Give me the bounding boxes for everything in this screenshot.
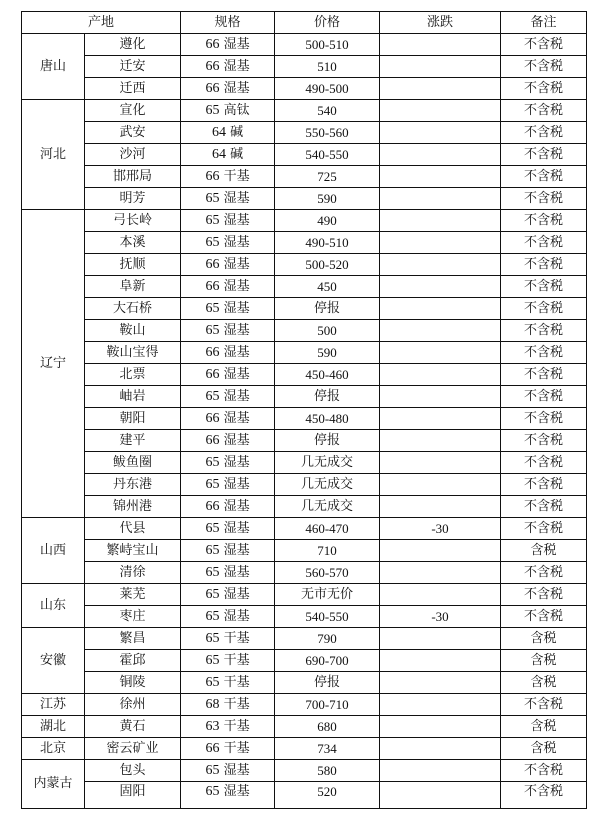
spec-cell [181,650,275,672]
site-cell: 包头 [85,760,181,782]
table-row [22,606,587,628]
price-cell: 690-700 [275,650,380,672]
price-cell: 490 [275,210,380,232]
price-cell: 500-520 [275,254,380,276]
site-cell: 岫岩 [85,386,181,408]
change-cell [380,144,501,166]
region-cell: 山西 [22,518,85,584]
price-cell: 450-460 [275,364,380,386]
spec-type: 湿基 [223,454,250,470]
change-cell [380,100,501,122]
note-cell: 不含税 [501,408,587,430]
spec-cell [181,56,275,78]
spec-type: 高钛 [223,102,250,118]
spec-cell [181,188,275,210]
spec-type: 干基 [223,718,250,734]
change-cell [380,188,501,210]
spec-grade: 65 [205,102,220,118]
change-cell [380,320,501,342]
table-row [22,760,587,782]
table-row [22,650,587,672]
price-cell: 停报 [275,386,380,408]
change-cell [380,276,501,298]
spec-grade: 64 [211,146,226,162]
price-cell: 450-480 [275,408,380,430]
site-cell: 丹东港 [85,474,181,496]
spec-grade: 66 [205,58,220,74]
site-cell: 本溪 [85,232,181,254]
site-cell: 代县 [85,518,181,540]
spec-type: 湿基 [223,366,250,382]
price-cell: 停报 [275,298,380,320]
table-row [22,540,587,562]
spec-cell [181,716,275,738]
spec-cell [181,584,275,606]
price-cell: 540-550 [275,606,380,628]
note-cell: 不含税 [501,78,587,100]
spec-cell [181,166,275,188]
site-cell: 明芳 [85,188,181,210]
spec-grade: 65 [205,212,220,228]
note-cell: 含税 [501,540,587,562]
note-cell: 不含税 [501,452,587,474]
spec-type: 湿基 [223,388,250,404]
table-row [22,496,587,518]
spec-type: 湿基 [223,58,250,74]
spec-type: 湿基 [223,762,250,778]
table-row [22,342,587,364]
spec-grade: 66 [205,278,220,294]
note-cell: 不含税 [501,782,587,809]
price-cell: 几无成交 [275,474,380,496]
price-cell: 500 [275,320,380,342]
price-cell: 520 [275,782,380,809]
spec-type: 湿基 [223,432,250,448]
spec-cell [181,122,275,144]
region-cell: 湖北 [22,716,85,738]
site-cell: 密云矿业 [85,738,181,760]
change-cell [380,562,501,584]
site-cell: 宣化 [85,100,181,122]
spec-cell [181,628,275,650]
note-cell: 不含税 [501,210,587,232]
change-cell [380,474,501,496]
price-cell: 几无成交 [275,496,380,518]
spec-cell [181,34,275,56]
change-cell [380,540,501,562]
spec-type: 湿基 [223,212,250,228]
change-cell [380,364,501,386]
note-cell: 不含税 [501,100,587,122]
site-cell: 邯邢局 [85,166,181,188]
spec-grade: 65 [205,608,220,624]
table-row [22,210,587,232]
spec-cell [181,760,275,782]
table-row [22,100,587,122]
spec-grade: 66 [205,740,220,756]
spec-cell [181,672,275,694]
spec-grade: 66 [205,410,220,426]
site-cell: 北票 [85,364,181,386]
spec-grade: 65 [205,520,220,536]
price-cell: 停报 [275,430,380,452]
spec-grade: 65 [205,476,220,492]
site-cell: 徐州 [85,694,181,716]
table-row [22,56,587,78]
note-cell: 不含税 [501,276,587,298]
table-row [22,430,587,452]
header-spec: 规格 [181,12,275,34]
change-cell [380,452,501,474]
site-cell: 建平 [85,430,181,452]
change-cell [380,408,501,430]
spec-grade: 66 [205,36,220,52]
spec-cell [181,100,275,122]
change-cell: -30 [380,518,501,540]
price-cell: 550-560 [275,122,380,144]
spec-cell [181,606,275,628]
spec-type: 湿基 [223,344,250,360]
spec-type: 湿基 [223,784,250,799]
note-cell: 不含税 [501,166,587,188]
change-cell [380,694,501,716]
site-cell: 抚顺 [85,254,181,276]
table-row [22,518,587,540]
spec-grade: 65 [205,762,220,778]
spec-grade: 65 [205,564,220,580]
spec-cell [181,298,275,320]
region-cell: 唐山 [22,34,85,100]
change-cell [380,232,501,254]
note-cell: 含税 [501,628,587,650]
spec-type: 湿基 [223,322,250,338]
site-cell: 鞍山 [85,320,181,342]
note-cell: 不含税 [501,474,587,496]
note-cell: 含税 [501,672,587,694]
table-row [22,628,587,650]
spec-type: 干基 [223,652,250,668]
table-row [22,584,587,606]
site-cell: 迁西 [85,78,181,100]
site-cell: 鞍山宝得 [85,342,181,364]
region-cell: 内蒙古 [22,760,85,809]
site-cell: 鲅鱼圈 [85,452,181,474]
price-cell: 停报 [275,672,380,694]
site-cell: 大石桥 [85,298,181,320]
spec-cell [181,518,275,540]
table-row [22,166,587,188]
spec-type: 湿基 [223,564,250,580]
table-row [22,364,587,386]
spec-type: 湿基 [223,476,250,492]
spec-cell [181,430,275,452]
change-cell [380,760,501,782]
change-cell [380,342,501,364]
spec-cell [181,782,275,809]
change-cell [380,672,501,694]
change-cell [380,298,501,320]
price-cell: 490-510 [275,232,380,254]
iron-concentrate-price-table [21,11,587,809]
site-cell: 迁安 [85,56,181,78]
spec-type: 湿基 [223,190,250,206]
site-cell: 武安 [85,122,181,144]
note-cell: 不含税 [501,188,587,210]
spec-type: 湿基 [223,498,250,514]
note-cell: 不含税 [501,584,587,606]
spec-grade: 68 [205,696,220,712]
table-row [22,254,587,276]
spec-cell [181,540,275,562]
spec-cell [181,78,275,100]
change-cell [380,254,501,276]
note-cell: 不含税 [501,518,587,540]
spec-grade: 65 [205,674,220,690]
site-cell: 锦州港 [85,496,181,518]
price-cell: 510 [275,56,380,78]
price-cell: 560-570 [275,562,380,584]
site-cell: 弓长岭 [85,210,181,232]
site-cell: 沙河 [85,144,181,166]
table-row [22,320,587,342]
spec-type: 湿基 [223,542,250,558]
spec-cell [181,210,275,232]
site-cell: 黄石 [85,716,181,738]
header-note: 备注 [501,12,587,34]
note-cell: 含税 [501,716,587,738]
spec-type: 干基 [223,168,250,184]
note-cell: 不含税 [501,34,587,56]
spec-grade: 65 [205,190,220,206]
table-row [22,276,587,298]
note-cell: 不含税 [501,320,587,342]
change-cell [380,650,501,672]
table-row [22,474,587,496]
table-row [22,386,587,408]
change-cell [380,584,501,606]
spec-type: 湿基 [223,410,250,426]
site-cell: 遵化 [85,34,181,56]
spec-cell [181,254,275,276]
region-cell: 山东 [22,584,85,628]
region-cell: 安徽 [22,628,85,694]
price-cell: 580 [275,760,380,782]
note-cell: 不含税 [501,496,587,518]
spec-type: 湿基 [223,36,250,52]
change-cell [380,78,501,100]
change-cell [380,34,501,56]
spec-cell [181,364,275,386]
note-cell: 不含税 [501,254,587,276]
spec-grade: 65 [205,322,220,338]
table-row [22,188,587,210]
spec-cell [181,342,275,364]
change-cell [380,386,501,408]
change-cell [380,738,501,760]
price-cell: 490-500 [275,78,380,100]
spec-type: 湿基 [223,520,250,536]
price-cell: 710 [275,540,380,562]
site-cell: 阜新 [85,276,181,298]
spec-type: 碱 [230,124,244,140]
price-cell: 734 [275,738,380,760]
spec-grade: 65 [205,388,220,404]
site-cell: 莱芜 [85,584,181,606]
spec-grade: 65 [205,652,220,668]
price-cell: 540-550 [275,144,380,166]
spec-grade: 66 [205,80,220,96]
spec-cell [181,320,275,342]
table-row [22,298,587,320]
price-cell: 无市无价 [275,584,380,606]
note-cell: 不含税 [501,430,587,452]
spec-grade: 65 [205,784,220,799]
change-cell [380,782,501,809]
spec-grade: 66 [205,168,220,184]
note-cell: 不含税 [501,562,587,584]
spec-type: 干基 [223,740,250,756]
spec-cell [181,408,275,430]
table-row [22,34,587,56]
spec-type: 湿基 [223,586,250,602]
change-cell [380,430,501,452]
change-cell [380,716,501,738]
site-cell: 朝阳 [85,408,181,430]
header-price: 价格 [275,12,380,34]
spec-grade: 66 [205,344,220,360]
note-cell: 不含税 [501,56,587,78]
note-cell: 含税 [501,650,587,672]
spec-grade: 65 [205,586,220,602]
spec-grade: 64 [211,124,226,140]
change-cell: -30 [380,606,501,628]
price-cell: 725 [275,166,380,188]
table-row [22,452,587,474]
spec-type: 干基 [223,674,250,690]
change-cell [380,628,501,650]
table-body [22,34,587,809]
spec-grade: 66 [205,432,220,448]
site-cell: 清徐 [85,562,181,584]
spec-cell [181,144,275,166]
region-cell: 江苏 [22,694,85,716]
site-cell: 霍邱 [85,650,181,672]
price-cell: 680 [275,716,380,738]
site-cell: 繁峙宝山 [85,540,181,562]
note-cell: 不含税 [501,386,587,408]
note-cell: 含税 [501,738,587,760]
spec-cell [181,738,275,760]
spec-cell [181,474,275,496]
header-row [22,12,587,34]
change-cell [380,496,501,518]
spec-type: 湿基 [223,80,250,96]
spec-grade: 65 [205,630,220,646]
note-cell: 不含税 [501,606,587,628]
table-row [22,562,587,584]
price-cell: 450 [275,276,380,298]
spec-type: 干基 [223,696,250,712]
spec-grade: 65 [205,300,220,316]
spec-grade: 65 [205,454,220,470]
note-cell: 不含税 [501,342,587,364]
price-cell: 590 [275,342,380,364]
table-row [22,408,587,430]
note-cell: 不含税 [501,364,587,386]
table-row [22,122,587,144]
change-cell [380,166,501,188]
table-row [22,716,587,738]
spec-cell [181,452,275,474]
note-cell: 不含税 [501,298,587,320]
spec-cell [181,562,275,584]
price-cell: 590 [275,188,380,210]
price-cell: 540 [275,100,380,122]
site-cell: 铜陵 [85,672,181,694]
site-cell: 固阳 [85,782,181,809]
region-cell: 辽宁 [22,210,85,518]
spec-type: 湿基 [223,234,250,250]
note-cell: 不含税 [501,760,587,782]
change-cell [380,122,501,144]
spec-type: 湿基 [223,278,250,294]
price-cell: 500-510 [275,34,380,56]
price-cell: 几无成交 [275,452,380,474]
note-cell: 不含税 [501,232,587,254]
spec-cell [181,694,275,716]
site-cell: 繁昌 [85,628,181,650]
note-cell: 不含税 [501,122,587,144]
spec-cell [181,496,275,518]
spec-type: 湿基 [223,256,250,272]
region-cell: 北京 [22,738,85,760]
table-row [22,782,587,809]
spec-grade: 63 [205,718,220,734]
spec-type: 碱 [230,146,244,162]
table-row [22,78,587,100]
header-change: 涨跌 [380,12,501,34]
change-cell [380,56,501,78]
spec-grade: 65 [205,234,220,250]
spec-grade: 66 [205,256,220,272]
site-cell: 枣庄 [85,606,181,628]
region-cell: 河北 [22,100,85,210]
table-row [22,738,587,760]
spec-grade: 66 [205,498,220,514]
note-cell: 不含税 [501,694,587,716]
header-origin: 产地 [22,12,181,34]
spec-cell [181,276,275,298]
spec-type: 干基 [223,630,250,646]
spec-type: 湿基 [223,608,250,624]
table-row [22,672,587,694]
spec-cell [181,232,275,254]
price-cell: 790 [275,628,380,650]
change-cell [380,210,501,232]
spec-grade: 66 [205,366,220,382]
table-row [22,232,587,254]
spec-type: 湿基 [223,300,250,316]
table-row [22,144,587,166]
spec-cell [181,386,275,408]
spec-grade: 65 [205,542,220,558]
table-row [22,694,587,716]
price-cell: 460-470 [275,518,380,540]
note-cell: 不含税 [501,144,587,166]
price-cell: 700-710 [275,694,380,716]
